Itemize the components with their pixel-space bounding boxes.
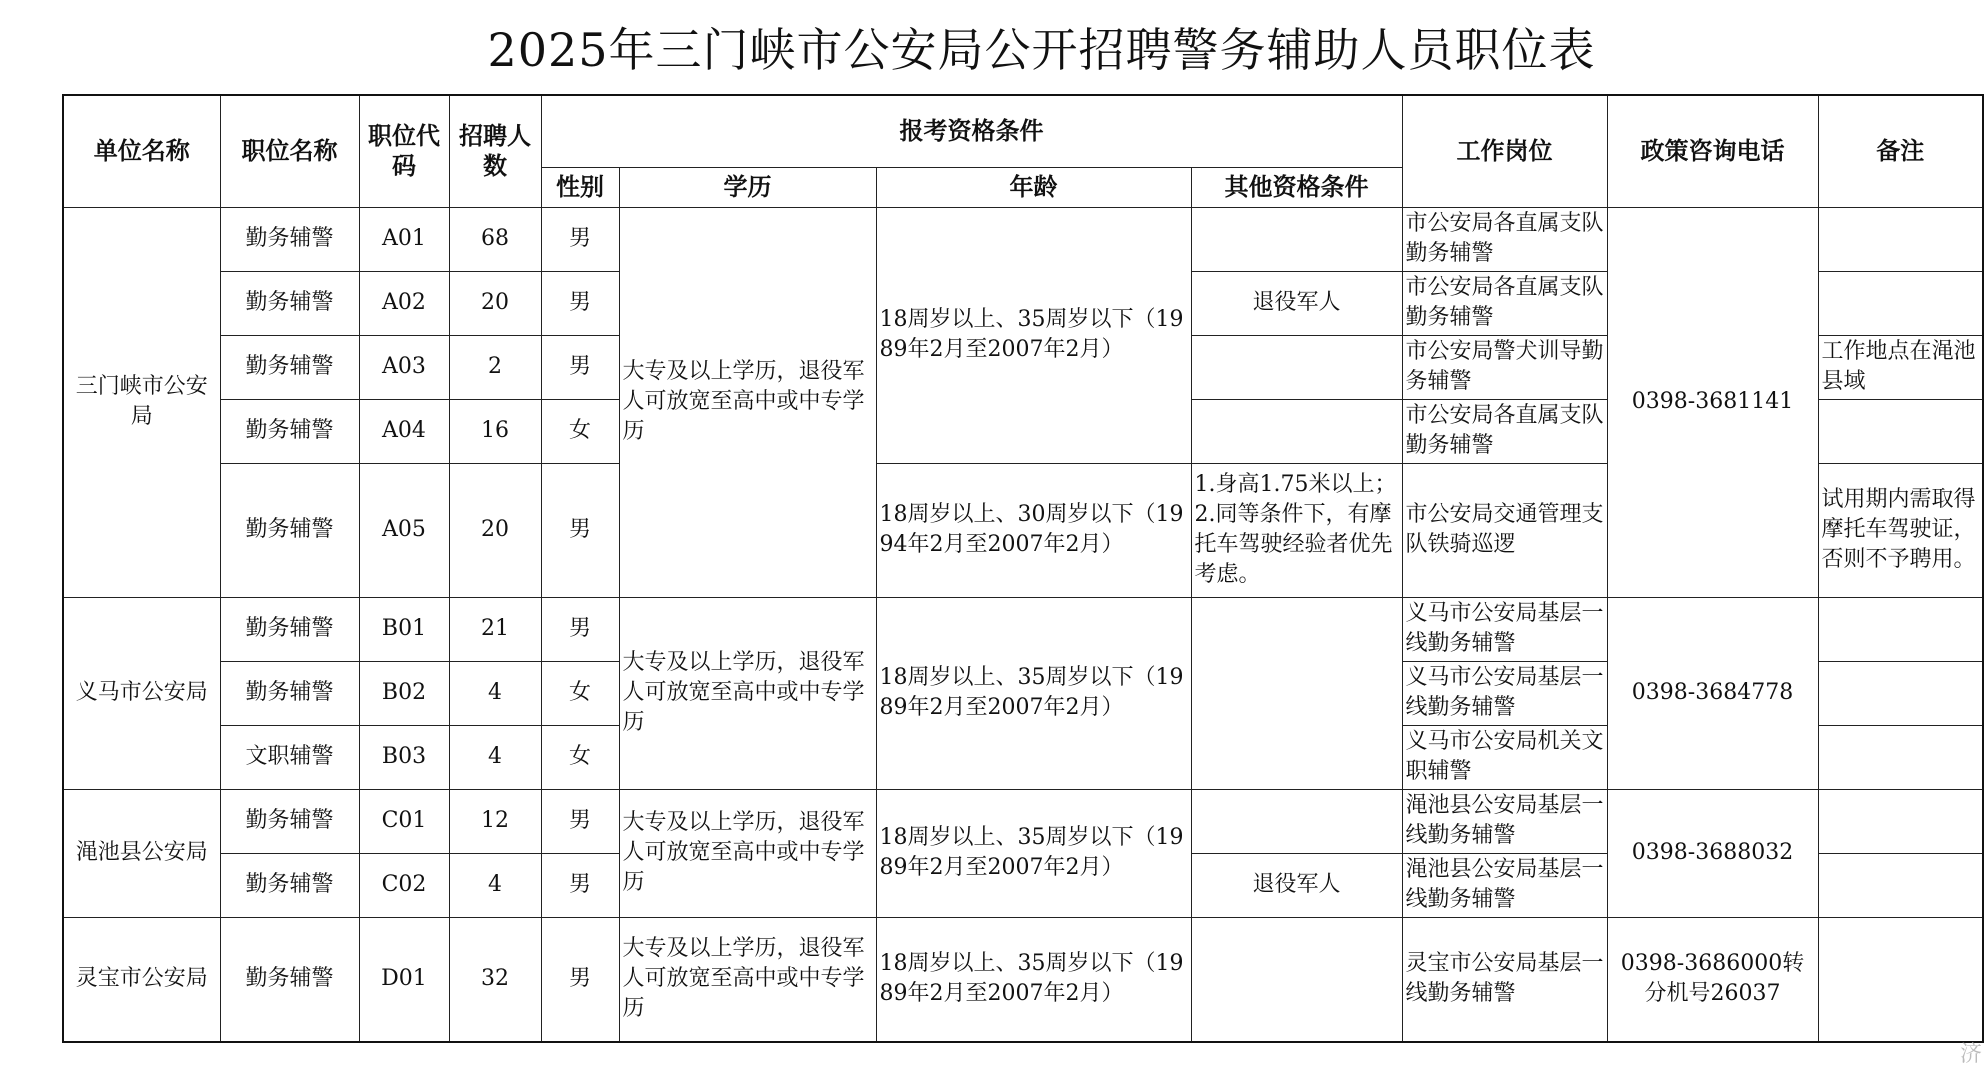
count-cell: 68 [449, 207, 541, 271]
remark-cell [1818, 853, 1983, 917]
unit-cell: 义马市公安局 [63, 597, 220, 789]
header-qualifications: 报考资格条件 [541, 95, 1402, 167]
header-gender: 性别 [541, 167, 619, 207]
other-cell [1191, 789, 1402, 853]
remark-cell [1818, 789, 1983, 853]
position-cell: 勤务辅警 [220, 789, 359, 853]
phone-cell: 0398-3684778 [1607, 597, 1818, 789]
count-cell: 21 [449, 597, 541, 661]
count-cell: 20 [449, 463, 541, 597]
header-count: 招聘人数 [449, 95, 541, 207]
count-cell: 2 [449, 335, 541, 399]
gender-cell: 男 [541, 789, 619, 853]
remark-cell [1818, 725, 1983, 789]
gender-cell: 男 [541, 271, 619, 335]
other-cell [1191, 335, 1402, 399]
other-cell: 1.身高1.75米以上；2.同等条件下，有摩托车驾驶经验者优先考虑。 [1191, 463, 1402, 597]
count-cell: 20 [449, 271, 541, 335]
count-cell: 4 [449, 661, 541, 725]
other-cell [1191, 597, 1402, 789]
position-cell: 勤务辅警 [220, 335, 359, 399]
gender-cell: 女 [541, 399, 619, 463]
unit-cell: 三门峡市公安局 [63, 207, 220, 597]
remark-cell [1818, 661, 1983, 725]
page-title: 2025年三门峡市公安局公开招聘警务辅助人员职位表 [487, 23, 1596, 77]
header-row-1 [63, 95, 1983, 167]
other-cell: 退役军人 [1191, 271, 1402, 335]
table-row [63, 597, 1983, 661]
positions-table [62, 94, 1984, 1043]
post-cell: 灵宝市公安局基层一线勤务辅警 [1402, 917, 1607, 1042]
post-cell: 渑池县公安局基层一线勤务辅警 [1402, 789, 1607, 853]
header-code: 职位代码 [359, 95, 449, 207]
code-cell: C01 [359, 789, 449, 853]
education-cell: 大专及以上学历，退役军人可放宽至高中或中专学历 [619, 597, 876, 789]
other-cell [1191, 399, 1402, 463]
gender-cell: 男 [541, 853, 619, 917]
code-cell: B02 [359, 661, 449, 725]
post-cell: 渑池县公安局基层一线勤务辅警 [1402, 853, 1607, 917]
unit-cell: 渑池县公安局 [63, 789, 220, 917]
table-row [63, 789, 1983, 853]
remark-cell [1818, 399, 1983, 463]
education-cell: 大专及以上学历，退役军人可放宽至高中或中专学历 [619, 207, 876, 597]
gender-cell: 女 [541, 661, 619, 725]
other-cell [1191, 917, 1402, 1042]
post-cell: 市公安局各直属支队勤务辅警 [1402, 207, 1607, 271]
code-cell: A02 [359, 271, 449, 335]
table-row [63, 917, 1983, 1042]
post-cell: 市公安局各直属支队勤务辅警 [1402, 399, 1607, 463]
remark-cell [1818, 597, 1983, 661]
education-cell: 大专及以上学历，退役军人可放宽至高中或中专学历 [619, 789, 876, 917]
age-cell: 18周岁以上、35周岁以下（1989年2月至2007年2月） [876, 207, 1191, 463]
header-age: 年龄 [876, 167, 1191, 207]
gender-cell: 男 [541, 335, 619, 399]
other-cell [1191, 207, 1402, 271]
post-cell: 义马市公安局基层一线勤务辅警 [1402, 597, 1607, 661]
phone-cell: 0398-3681141 [1607, 207, 1818, 597]
age-cell: 18周岁以上、35周岁以下（1989年2月至2007年2月） [876, 917, 1191, 1042]
post-cell: 市公安局警犬训导勤务辅警 [1402, 335, 1607, 399]
code-cell: D01 [359, 917, 449, 1042]
position-cell: 勤务辅警 [220, 661, 359, 725]
code-cell: B01 [359, 597, 449, 661]
table-row [63, 207, 1983, 271]
count-cell: 4 [449, 725, 541, 789]
header-post: 工作岗位 [1402, 95, 1607, 207]
count-cell: 32 [449, 917, 541, 1042]
age-cell: 18周岁以上、35周岁以下（1989年2月至2007年2月） [876, 789, 1191, 917]
position-cell: 勤务辅警 [220, 271, 359, 335]
gender-cell: 男 [541, 207, 619, 271]
gender-cell: 女 [541, 725, 619, 789]
age-cell: 18周岁以上、30周岁以下（1994年2月至2007年2月） [876, 463, 1191, 597]
remark-cell: 工作地点在渑池县域 [1818, 335, 1983, 399]
count-cell: 12 [449, 789, 541, 853]
gender-cell: 男 [541, 917, 619, 1042]
age-cell: 18周岁以上、35周岁以下（1989年2月至2007年2月） [876, 597, 1191, 789]
header-education: 学历 [619, 167, 876, 207]
code-cell: C02 [359, 853, 449, 917]
position-cell: 勤务辅警 [220, 207, 359, 271]
other-cell: 退役军人 [1191, 853, 1402, 917]
post-cell: 义马市公安局基层一线勤务辅警 [1402, 661, 1607, 725]
code-cell: A03 [359, 335, 449, 399]
count-cell: 16 [449, 399, 541, 463]
header-position: 职位名称 [220, 95, 359, 207]
position-cell: 勤务辅警 [220, 853, 359, 917]
code-cell: B03 [359, 725, 449, 789]
remark-cell [1818, 917, 1983, 1042]
gender-cell: 男 [541, 597, 619, 661]
header-remark: 备注 [1818, 95, 1983, 207]
gender-cell: 男 [541, 463, 619, 597]
header-unit: 单位名称 [63, 95, 220, 207]
unit-cell: 灵宝市公安局 [63, 917, 220, 1042]
phone-cell: 0398-3686000转分机号26037 [1607, 917, 1818, 1042]
remark-cell [1818, 271, 1983, 335]
code-cell: A01 [359, 207, 449, 271]
remark-cell [1818, 207, 1983, 271]
code-cell: A04 [359, 399, 449, 463]
education-cell: 大专及以上学历，退役军人可放宽至高中或中专学历 [619, 917, 876, 1042]
position-cell: 勤务辅警 [220, 463, 359, 597]
post-cell: 义马市公安局机关文职辅警 [1402, 725, 1607, 789]
position-cell: 文职辅警 [220, 725, 359, 789]
post-cell: 市公安局交通管理支队铁骑巡逻 [1402, 463, 1607, 597]
corner-glyph: 济 [1959, 1042, 1982, 1067]
header-other: 其他资格条件 [1191, 167, 1402, 207]
code-cell: A05 [359, 463, 449, 597]
position-cell: 勤务辅警 [220, 597, 359, 661]
header-phone: 政策咨询电话 [1607, 95, 1818, 207]
count-cell: 4 [449, 853, 541, 917]
position-cell: 勤务辅警 [220, 917, 359, 1042]
position-cell: 勤务辅警 [220, 399, 359, 463]
remark-cell: 试用期内需取得摩托车驾驶证，否则不予聘用。 [1818, 463, 1983, 597]
post-cell: 市公安局各直属支队勤务辅警 [1402, 271, 1607, 335]
phone-cell: 0398-3688032 [1607, 789, 1818, 917]
